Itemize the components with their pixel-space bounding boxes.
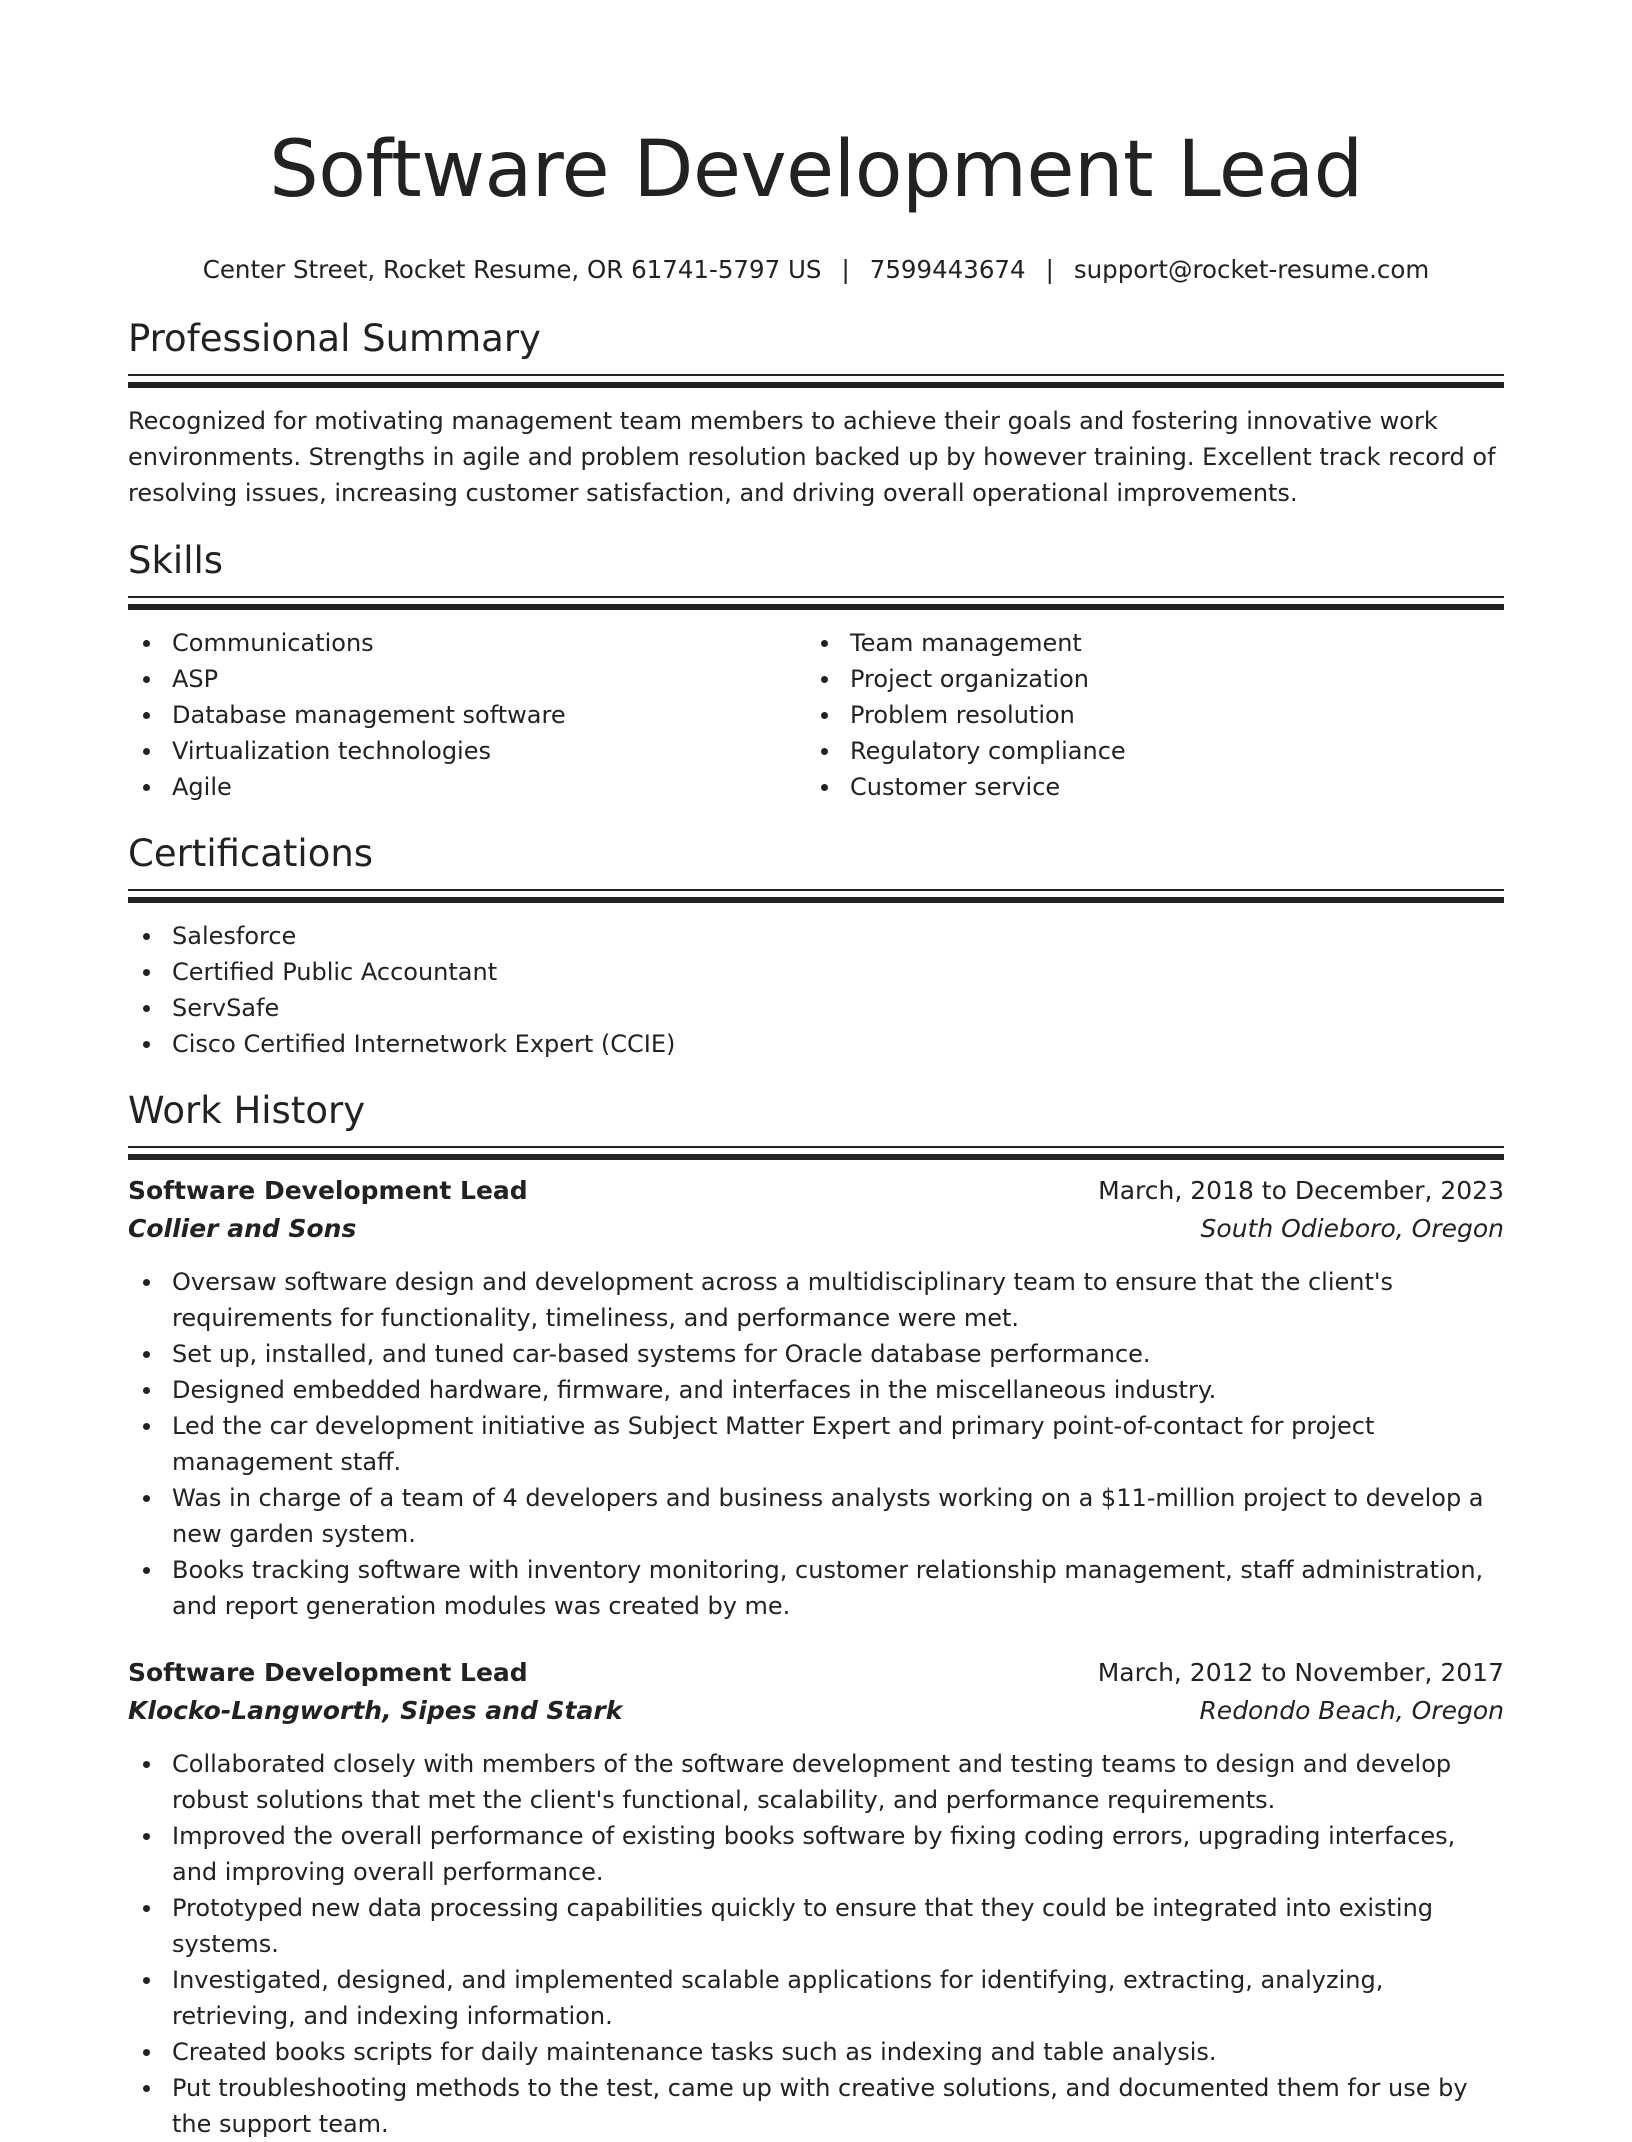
skills-list-left [128,625,806,805]
contact-line [128,254,1504,286]
skill-item: Problem resolution [806,697,1484,733]
resume-title: Software Development Lead [269,125,1363,215]
summary-section [128,316,1504,511]
job-bullet: Designed embedded hardware, firmware, and interfaces in the miscellaneous industry. [128,1372,1504,1408]
job-bullet: Collaborated closely with members of the software development and testing teams to design and develop robust solutions that met the client's functional, scalability, and performance requirements. [128,1746,1504,1818]
job-bullet: Was in charge of a team of 4 developers and business analysts working on a $11-million project to develop a new garden system. [128,1480,1504,1552]
contact-email[interactable]: support@rocket-resume.com [1073,255,1430,284]
skill-item: Communications [128,625,806,661]
job-company: Klocko-Langworth, Sipes and Stark [128,1696,623,1725]
job-bullet: Created books scripts for daily maintenance tasks such as indexing and table analysis. [128,2034,1504,2070]
skill-item: Agile [128,769,806,805]
skills-section [128,538,1504,805]
job-bullet: Set up, installed, and tuned car-based systems for Oracle database performance. [128,1336,1504,1372]
resume-page [128,0,1504,2142]
job-subheader [128,1692,1504,1730]
job-bullet: Improved the overall performance of existing books software by fixing coding errors, upgrading interfaces, and improving overall performance. [128,1818,1504,1890]
job-dates: March, 2012 to November, 2017 [1097,1658,1504,1687]
job-title: Software Development Lead [128,1658,528,1687]
section-divider [128,1146,1504,1162]
skills-list-right [806,625,1484,805]
job-bullets [128,1264,1504,1624]
certification-item: Salesforce [128,918,1504,954]
job-header [128,1172,1504,1210]
work-history-heading: Work History [128,1089,366,1132]
job-bullet: Put troubleshooting methods to the test, came up with creative solutions, and documented them for use by the support team. [128,2070,1504,2142]
job-entry [128,1654,1504,2142]
job-bullet: Led the car development initiative as Subject Matter Expert and primary point-of-contact for project management staff. [128,1408,1504,1480]
skills-grid [128,625,1504,805]
certification-item: Certified Public Accountant [128,954,1504,990]
certifications-section [128,831,1504,1062]
contact-separator: | [841,255,850,284]
job-location: South Odieboro, Oregon [1200,1214,1504,1243]
summary-heading: Professional Summary [128,317,541,360]
skill-item: Team management [806,625,1484,661]
certification-item: Cisco Certified Internetwork Expert (CCIE) [128,1026,1504,1062]
work-history-section [128,1088,1504,2142]
contact-address: Center Street, Rocket Resume, OR 61741-5797 US [202,255,822,284]
section-divider [128,889,1504,905]
job-subheader [128,1210,1504,1248]
section-divider [128,596,1504,612]
job-bullets [128,1746,1504,2142]
skill-item: Regulatory compliance [806,733,1484,769]
skill-item: Customer service [806,769,1484,805]
contact-phone: 7599443674 [869,255,1026,284]
job-bullet: Investigated, designed, and implemented scalable applications for identifying, extracting, analyzing, retrieving, and indexing information. [128,1962,1504,2034]
job-bullet: Books tracking software with inventory monitoring, customer relationship management, staff administration, and report generation modules was created by me. [128,1552,1504,1624]
certifications-list [128,918,1504,1062]
skill-item: Virtualization technologies [128,733,806,769]
job-bullet: Oversaw software design and development across a multidisciplinary team to ensure that the client's requirements for functionality, timeliness, and performance were met. [128,1264,1504,1336]
section-divider [128,374,1504,390]
skill-item: Database management software [128,697,806,733]
skill-item: Project organization [806,661,1484,697]
summary-text: Recognized for motivating management team members to achieve their goals and fostering innovative work environments. Strengths in agile and problem resolution backed up by however training. Excellent track record of resolving issues, increasing customer satisfaction, and driving overall operational improvements. [128,407,1496,507]
job-title: Software Development Lead [128,1176,528,1205]
certifications-heading: Certifications [128,832,374,875]
job-dates: March, 2018 to December, 2023 [1098,1176,1504,1205]
skill-item: ASP [128,661,806,697]
certification-item: ServSafe [128,990,1504,1026]
skills-heading: Skills [128,539,224,582]
job-company: Collier and Sons [128,1214,357,1243]
contact-separator: | [1045,255,1054,284]
job-entry [128,1172,1504,1624]
job-bullet: Prototyped new data processing capabilities quickly to ensure that they could be integrated into existing systems. [128,1890,1504,1962]
job-location: Redondo Beach, Oregon [1199,1696,1504,1725]
job-header [128,1654,1504,1692]
